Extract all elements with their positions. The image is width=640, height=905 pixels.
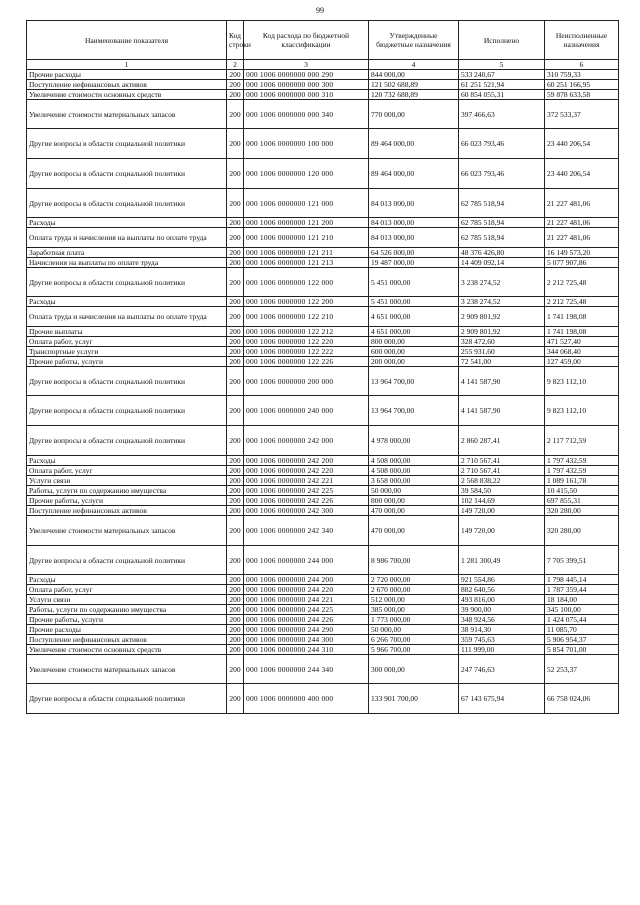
row-code-cell: 200 bbox=[227, 367, 244, 396]
row-code-cell: 200 bbox=[227, 456, 244, 466]
table-row bbox=[27, 248, 619, 258]
row-code-cell: 200 bbox=[227, 129, 244, 159]
row-code-cell: 200 bbox=[227, 218, 244, 228]
row-name-cell: Увеличение стоимости материальных запасов bbox=[27, 100, 227, 129]
row-name-cell: Расходы bbox=[27, 297, 227, 307]
budget-execution-table bbox=[26, 20, 619, 714]
row-unexecuted-cell: 1 741 198,08 bbox=[545, 327, 619, 337]
row-classification-cell: 000 1006 0000000 122 220 bbox=[244, 337, 369, 347]
table-row bbox=[27, 347, 619, 357]
row-code-cell: 200 bbox=[227, 516, 244, 546]
header-unexecuted: Неисполненные назначения bbox=[545, 21, 619, 60]
row-unexecuted-cell: 9 823 112,10 bbox=[545, 396, 619, 426]
row-code-cell: 200 bbox=[227, 357, 244, 367]
row-unexecuted-cell: 59 878 633,58 bbox=[545, 90, 619, 100]
row-executed-cell: 48 376 426,80 bbox=[459, 248, 545, 258]
row-approved-cell: 200 000,00 bbox=[369, 357, 459, 367]
row-name-cell: Увеличение стоимости основных средств bbox=[27, 90, 227, 100]
row-unexecuted-cell: 1 797 432,59 bbox=[545, 466, 619, 476]
page-number: 99 bbox=[316, 6, 324, 15]
row-executed-cell: 66 023 793,46 bbox=[459, 129, 545, 159]
row-classification-cell: 000 1006 0000000 242 200 bbox=[244, 456, 369, 466]
row-code-cell: 200 bbox=[227, 228, 244, 248]
column-number: 4 bbox=[369, 60, 459, 70]
row-approved-cell: 385 000,00 bbox=[369, 605, 459, 615]
row-approved-cell: 844 000,00 bbox=[369, 70, 459, 80]
row-unexecuted-cell: 7 705 399,51 bbox=[545, 546, 619, 575]
row-executed-cell: 255 931,60 bbox=[459, 347, 545, 357]
table-row bbox=[27, 684, 619, 714]
row-unexecuted-cell: 9 823 112,10 bbox=[545, 367, 619, 396]
table-row bbox=[27, 327, 619, 337]
row-unexecuted-cell: 18 184,00 bbox=[545, 595, 619, 605]
row-executed-cell: 111 999,00 bbox=[459, 645, 545, 655]
row-executed-cell: 3 238 274,52 bbox=[459, 268, 545, 297]
row-approved-cell: 64 526 000,00 bbox=[369, 248, 459, 258]
table-row bbox=[27, 496, 619, 506]
row-classification-cell: 000 1006 0000000 000 300 bbox=[244, 80, 369, 90]
row-classification-cell: 000 1006 0000000 122 200 bbox=[244, 297, 369, 307]
table-row bbox=[27, 625, 619, 635]
row-unexecuted-cell: 10 415,50 bbox=[545, 486, 619, 496]
row-code-cell: 200 bbox=[227, 90, 244, 100]
table-row bbox=[27, 268, 619, 297]
row-classification-cell: 000 1006 0000000 400 000 bbox=[244, 684, 369, 714]
row-classification-cell: 000 1006 0000000 122 210 bbox=[244, 307, 369, 327]
row-classification-cell: 000 1006 0000000 244 310 bbox=[244, 645, 369, 655]
row-approved-cell: 50 000,00 bbox=[369, 625, 459, 635]
row-executed-cell: 102 144,69 bbox=[459, 496, 545, 506]
row-classification-cell: 000 1006 0000000 122 212 bbox=[244, 327, 369, 337]
row-name-cell: Начисления на выплаты по оплате труда bbox=[27, 258, 227, 268]
row-executed-cell: 3 238 274,52 bbox=[459, 297, 545, 307]
row-code-cell: 200 bbox=[227, 684, 244, 714]
row-code-cell: 200 bbox=[227, 159, 244, 189]
row-code-cell: 200 bbox=[227, 546, 244, 575]
row-classification-cell: 000 1006 0000000 120 000 bbox=[244, 159, 369, 189]
row-name-cell: Другие вопросы в области социальной политики bbox=[27, 396, 227, 426]
table-row bbox=[27, 337, 619, 347]
row-approved-cell: 5 966 700,00 bbox=[369, 645, 459, 655]
header-indicator-name: Наименование показателя bbox=[27, 21, 227, 60]
row-executed-cell: 2 568 838,22 bbox=[459, 476, 545, 486]
row-name-cell: Прочие расходы bbox=[27, 70, 227, 80]
row-name-cell: Оплата работ, услуг bbox=[27, 466, 227, 476]
row-approved-cell: 13 964 700,00 bbox=[369, 396, 459, 426]
table-body bbox=[27, 70, 619, 714]
row-executed-cell: 60 854 055,31 bbox=[459, 90, 545, 100]
row-unexecuted-cell: 697 855,31 bbox=[545, 496, 619, 506]
row-name-cell: Увеличение стоимости материальных запасов bbox=[27, 516, 227, 546]
row-approved-cell: 84 013 000,00 bbox=[369, 189, 459, 218]
row-approved-cell: 84 013 000,00 bbox=[369, 218, 459, 228]
table-row bbox=[27, 218, 619, 228]
table-row bbox=[27, 645, 619, 655]
column-number: 5 bbox=[459, 60, 545, 70]
row-name-cell: Увеличение стоимости основных средств bbox=[27, 645, 227, 655]
table-row bbox=[27, 595, 619, 605]
row-approved-cell: 4 508 000,00 bbox=[369, 456, 459, 466]
row-unexecuted-cell: 23 440 206,54 bbox=[545, 159, 619, 189]
row-classification-cell: 000 1006 0000000 121 210 bbox=[244, 228, 369, 248]
row-unexecuted-cell: 320 280,00 bbox=[545, 516, 619, 546]
row-code-cell: 200 bbox=[227, 100, 244, 129]
row-unexecuted-cell: 21 227 481,06 bbox=[545, 218, 619, 228]
table-row bbox=[27, 605, 619, 615]
row-classification-cell: 000 1006 0000000 244 225 bbox=[244, 605, 369, 615]
row-unexecuted-cell: 1 798 445,14 bbox=[545, 575, 619, 585]
row-unexecuted-cell: 1 741 198,08 bbox=[545, 307, 619, 327]
row-name-cell: Расходы bbox=[27, 456, 227, 466]
row-unexecuted-cell: 1 424 075,44 bbox=[545, 615, 619, 625]
row-classification-cell: 000 1006 0000000 000 310 bbox=[244, 90, 369, 100]
table-row bbox=[27, 655, 619, 684]
row-classification-cell: 000 1006 0000000 244 340 bbox=[244, 655, 369, 684]
row-code-cell: 200 bbox=[227, 496, 244, 506]
row-approved-cell: 89 464 000,00 bbox=[369, 129, 459, 159]
row-executed-cell: 397 466,63 bbox=[459, 100, 545, 129]
row-name-cell: Прочие работы, услуги bbox=[27, 496, 227, 506]
row-approved-cell: 2 670 000,00 bbox=[369, 585, 459, 595]
header-executed: Исполнено bbox=[459, 21, 545, 60]
row-classification-cell: 000 1006 0000000 100 000 bbox=[244, 129, 369, 159]
row-name-cell: Увеличение стоимости материальных запасов bbox=[27, 655, 227, 684]
row-executed-cell: 1 281 300,49 bbox=[459, 546, 545, 575]
row-name-cell: Другие вопросы в области социальной политики bbox=[27, 159, 227, 189]
row-executed-cell: 348 924,56 bbox=[459, 615, 545, 625]
row-executed-cell: 149 720,00 bbox=[459, 506, 545, 516]
row-name-cell: Другие вопросы в области социальной политики bbox=[27, 426, 227, 456]
row-code-cell: 200 bbox=[227, 297, 244, 307]
row-classification-cell: 000 1006 0000000 244 221 bbox=[244, 595, 369, 605]
table-row bbox=[27, 466, 619, 476]
row-executed-cell: 39 900,00 bbox=[459, 605, 545, 615]
row-classification-cell: 000 1006 0000000 242 300 bbox=[244, 506, 369, 516]
row-name-cell: Услуги связи bbox=[27, 476, 227, 486]
row-name-cell: Другие вопросы в области социальной политики bbox=[27, 546, 227, 575]
row-classification-cell: 000 1006 0000000 242 340 bbox=[244, 516, 369, 546]
row-executed-cell: 149 720,00 bbox=[459, 516, 545, 546]
row-name-cell: Другие вопросы в области социальной политики bbox=[27, 129, 227, 159]
row-executed-cell: 921 554,86 bbox=[459, 575, 545, 585]
row-approved-cell: 800 000,00 bbox=[369, 496, 459, 506]
row-executed-cell: 67 143 675,94 bbox=[459, 684, 545, 714]
row-approved-cell: 2 720 000,00 bbox=[369, 575, 459, 585]
row-classification-cell: 000 1006 0000000 242 225 bbox=[244, 486, 369, 496]
row-name-cell: Поступление нефинансовых активов bbox=[27, 80, 227, 90]
row-approved-cell: 770 000,00 bbox=[369, 100, 459, 129]
row-executed-cell: 72 541,00 bbox=[459, 357, 545, 367]
row-executed-cell: 14 409 092,14 bbox=[459, 258, 545, 268]
table-row bbox=[27, 307, 619, 327]
row-executed-cell: 247 746,63 bbox=[459, 655, 545, 684]
header-approved: Утвержденные бюджетные назначения bbox=[369, 21, 459, 60]
row-executed-cell: 533 240,67 bbox=[459, 70, 545, 80]
row-code-cell: 200 bbox=[227, 486, 244, 496]
row-name-cell: Поступление нефинансовых активов bbox=[27, 506, 227, 516]
row-classification-cell: 000 1006 0000000 122 222 bbox=[244, 347, 369, 357]
row-code-cell: 200 bbox=[227, 337, 244, 347]
row-code-cell: 200 bbox=[227, 307, 244, 327]
row-executed-cell: 882 640,56 bbox=[459, 585, 545, 595]
row-code-cell: 200 bbox=[227, 575, 244, 585]
row-unexecuted-cell: 1 787 359,44 bbox=[545, 585, 619, 595]
row-approved-cell: 470 000,00 bbox=[369, 516, 459, 546]
row-executed-cell: 62 785 518,94 bbox=[459, 189, 545, 218]
row-name-cell: Прочие работы, услуги bbox=[27, 615, 227, 625]
row-name-cell: Прочие выплаты bbox=[27, 327, 227, 337]
row-classification-cell: 000 1006 0000000 244 226 bbox=[244, 615, 369, 625]
row-executed-cell: 39 584,50 bbox=[459, 486, 545, 496]
row-code-cell: 200 bbox=[227, 347, 244, 357]
row-unexecuted-cell: 52 253,37 bbox=[545, 655, 619, 684]
table-row bbox=[27, 90, 619, 100]
table-row bbox=[27, 506, 619, 516]
row-name-cell: Оплата работ, услуг bbox=[27, 337, 227, 347]
row-executed-cell: 328 472,60 bbox=[459, 337, 545, 347]
row-code-cell: 200 bbox=[227, 327, 244, 337]
row-classification-cell: 000 1006 0000000 242 000 bbox=[244, 426, 369, 456]
row-unexecuted-cell: 372 533,37 bbox=[545, 100, 619, 129]
table-row bbox=[27, 228, 619, 248]
row-approved-cell: 512 000,00 bbox=[369, 595, 459, 605]
row-executed-cell: 4 141 587,90 bbox=[459, 396, 545, 426]
row-code-cell: 200 bbox=[227, 268, 244, 297]
row-code-cell: 200 bbox=[227, 189, 244, 218]
header-line-code: Код строки bbox=[227, 21, 244, 60]
row-approved-cell: 4 508 000,00 bbox=[369, 466, 459, 476]
row-code-cell: 200 bbox=[227, 258, 244, 268]
table-row bbox=[27, 297, 619, 307]
row-unexecuted-cell: 5 906 954,37 bbox=[545, 635, 619, 645]
row-name-cell: Работы, услуги по содержанию имущества bbox=[27, 605, 227, 615]
row-executed-cell: 62 785 518,94 bbox=[459, 218, 545, 228]
row-name-cell: Оплата работ, услуг bbox=[27, 585, 227, 595]
row-approved-cell: 600 000,00 bbox=[369, 347, 459, 357]
row-unexecuted-cell: 21 227 481,06 bbox=[545, 228, 619, 248]
row-executed-cell: 2 860 287,41 bbox=[459, 426, 545, 456]
row-name-cell: Прочие расходы bbox=[27, 625, 227, 635]
row-name-cell: Другие вопросы в области социальной политики bbox=[27, 684, 227, 714]
row-unexecuted-cell: 2 212 725,48 bbox=[545, 268, 619, 297]
row-executed-cell: 2 909 801,92 bbox=[459, 327, 545, 337]
row-approved-cell: 4 651 000,00 bbox=[369, 307, 459, 327]
row-classification-cell: 000 1006 0000000 121 200 bbox=[244, 218, 369, 228]
row-executed-cell: 4 141 587,90 bbox=[459, 367, 545, 396]
table-header-row bbox=[27, 21, 619, 60]
row-unexecuted-cell: 320 280,00 bbox=[545, 506, 619, 516]
row-code-cell: 200 bbox=[227, 625, 244, 635]
table-row bbox=[27, 70, 619, 80]
row-classification-cell: 000 1006 0000000 242 226 bbox=[244, 496, 369, 506]
row-classification-cell: 000 1006 0000000 242 221 bbox=[244, 476, 369, 486]
row-executed-cell: 61 251 521,94 bbox=[459, 80, 545, 90]
row-code-cell: 200 bbox=[227, 635, 244, 645]
row-code-cell: 200 bbox=[227, 615, 244, 625]
row-approved-cell: 133 901 700,00 bbox=[369, 684, 459, 714]
row-unexecuted-cell: 345 100,00 bbox=[545, 605, 619, 615]
row-code-cell: 200 bbox=[227, 605, 244, 615]
table-row bbox=[27, 426, 619, 456]
column-number: 3 bbox=[244, 60, 369, 70]
table-row bbox=[27, 585, 619, 595]
row-classification-cell: 000 1006 0000000 240 000 bbox=[244, 396, 369, 426]
row-name-cell: Оплата труда и начисления на выплаты по оплате труда bbox=[27, 228, 227, 248]
row-code-cell: 200 bbox=[227, 655, 244, 684]
row-executed-cell: 62 785 518,94 bbox=[459, 228, 545, 248]
row-classification-cell: 000 1006 0000000 244 000 bbox=[244, 546, 369, 575]
row-name-cell: Поступление нефинансовых активов bbox=[27, 635, 227, 645]
table-row bbox=[27, 635, 619, 645]
row-approved-cell: 50 000,00 bbox=[369, 486, 459, 496]
column-number: 1 bbox=[27, 60, 227, 70]
row-unexecuted-cell: 60 251 166,95 bbox=[545, 80, 619, 90]
row-executed-cell: 2 909 801,92 bbox=[459, 307, 545, 327]
table-row bbox=[27, 615, 619, 625]
row-code-cell: 200 bbox=[227, 426, 244, 456]
row-code-cell: 200 bbox=[227, 396, 244, 426]
header-classification-code: Код расхода по бюджетной классификации bbox=[244, 21, 369, 60]
row-code-cell: 200 bbox=[227, 595, 244, 605]
row-approved-cell: 4 651 000,00 bbox=[369, 327, 459, 337]
row-classification-cell: 000 1006 0000000 244 200 bbox=[244, 575, 369, 585]
row-unexecuted-cell: 344 068,40 bbox=[545, 347, 619, 357]
row-approved-cell: 6 266 700,00 bbox=[369, 635, 459, 645]
row-classification-cell: 000 1006 0000000 244 290 bbox=[244, 625, 369, 635]
row-classification-cell: 000 1006 0000000 244 220 bbox=[244, 585, 369, 595]
row-name-cell: Заработная плата bbox=[27, 248, 227, 258]
row-code-cell: 200 bbox=[227, 645, 244, 655]
row-approved-cell: 89 464 000,00 bbox=[369, 159, 459, 189]
row-code-cell: 200 bbox=[227, 506, 244, 516]
row-approved-cell: 4 978 000,00 bbox=[369, 426, 459, 456]
row-name-cell: Работы, услуги по содержанию имущества bbox=[27, 486, 227, 496]
row-code-cell: 200 bbox=[227, 80, 244, 90]
row-classification-cell: 000 1006 0000000 244 300 bbox=[244, 635, 369, 645]
table-row bbox=[27, 516, 619, 546]
table-row bbox=[27, 189, 619, 218]
row-unexecuted-cell: 5 077 907,86 bbox=[545, 258, 619, 268]
row-unexecuted-cell: 2 212 725,48 bbox=[545, 297, 619, 307]
table-column-number-row bbox=[27, 60, 619, 70]
row-approved-cell: 5 451 000,00 bbox=[369, 268, 459, 297]
row-unexecuted-cell: 471 527,40 bbox=[545, 337, 619, 347]
row-approved-cell: 13 964 700,00 bbox=[369, 367, 459, 396]
row-name-cell: Услуги связи bbox=[27, 595, 227, 605]
row-classification-cell: 000 1006 0000000 000 340 bbox=[244, 100, 369, 129]
row-classification-cell: 000 1006 0000000 200 000 bbox=[244, 367, 369, 396]
row-executed-cell: 2 710 567,41 bbox=[459, 456, 545, 466]
row-approved-cell: 84 013 000,00 bbox=[369, 228, 459, 248]
row-name-cell: Оплата труда и начисления на выплаты по оплате труда bbox=[27, 307, 227, 327]
table-row bbox=[27, 357, 619, 367]
row-unexecuted-cell: 66 758 024,06 bbox=[545, 684, 619, 714]
row-code-cell: 200 bbox=[227, 466, 244, 476]
row-unexecuted-cell: 310 759,33 bbox=[545, 70, 619, 80]
column-number: 2 bbox=[227, 60, 244, 70]
row-classification-cell: 000 1006 0000000 122 000 bbox=[244, 268, 369, 297]
row-executed-cell: 493 816,00 bbox=[459, 595, 545, 605]
row-unexecuted-cell: 23 440 206,54 bbox=[545, 129, 619, 159]
row-classification-cell: 000 1006 0000000 121 211 bbox=[244, 248, 369, 258]
row-unexecuted-cell: 5 854 701,00 bbox=[545, 645, 619, 655]
row-approved-cell: 5 451 000,00 bbox=[369, 297, 459, 307]
table-row bbox=[27, 258, 619, 268]
row-approved-cell: 300 000,00 bbox=[369, 655, 459, 684]
row-code-cell: 200 bbox=[227, 476, 244, 486]
row-code-cell: 200 bbox=[227, 248, 244, 258]
row-approved-cell: 470 000,00 bbox=[369, 506, 459, 516]
table-row bbox=[27, 546, 619, 575]
row-approved-cell: 8 986 700,00 bbox=[369, 546, 459, 575]
row-name-cell: Другие вопросы в области социальной политики bbox=[27, 189, 227, 218]
row-name-cell: Транспортные услуги bbox=[27, 347, 227, 357]
row-executed-cell: 2 710 567,41 bbox=[459, 466, 545, 476]
row-name-cell: Прочие работы, услуги bbox=[27, 357, 227, 367]
table-row bbox=[27, 486, 619, 496]
row-approved-cell: 800 000,00 bbox=[369, 337, 459, 347]
row-classification-cell: 000 1006 0000000 000 290 bbox=[244, 70, 369, 80]
row-approved-cell: 120 732 688,89 bbox=[369, 90, 459, 100]
row-code-cell: 200 bbox=[227, 70, 244, 80]
row-code-cell: 200 bbox=[227, 585, 244, 595]
table-row bbox=[27, 575, 619, 585]
row-classification-cell: 000 1006 0000000 121 213 bbox=[244, 258, 369, 268]
row-executed-cell: 66 023 793,46 bbox=[459, 159, 545, 189]
row-unexecuted-cell: 127 459,00 bbox=[545, 357, 619, 367]
row-approved-cell: 121 502 688,89 bbox=[369, 80, 459, 90]
column-number: 6 bbox=[545, 60, 619, 70]
row-unexecuted-cell: 21 227 481,06 bbox=[545, 189, 619, 218]
table-row bbox=[27, 129, 619, 159]
row-classification-cell: 000 1006 0000000 242 220 bbox=[244, 466, 369, 476]
table-row bbox=[27, 476, 619, 486]
table-row bbox=[27, 80, 619, 90]
row-classification-cell: 000 1006 0000000 122 226 bbox=[244, 357, 369, 367]
row-name-cell: Другие вопросы в области социальной политики bbox=[27, 268, 227, 297]
row-name-cell: Другие вопросы в области социальной политики bbox=[27, 367, 227, 396]
row-approved-cell: 3 658 000,00 bbox=[369, 476, 459, 486]
row-approved-cell: 19 487 000,00 bbox=[369, 258, 459, 268]
row-unexecuted-cell: 1 797 432,59 bbox=[545, 456, 619, 466]
row-name-cell: Расходы bbox=[27, 218, 227, 228]
row-executed-cell: 38 914,30 bbox=[459, 625, 545, 635]
table-row bbox=[27, 456, 619, 466]
row-unexecuted-cell: 1 089 161,78 bbox=[545, 476, 619, 486]
row-name-cell: Расходы bbox=[27, 575, 227, 585]
table-row bbox=[27, 100, 619, 129]
row-approved-cell: 1 773 000,00 bbox=[369, 615, 459, 625]
row-unexecuted-cell: 11 085,70 bbox=[545, 625, 619, 635]
table-row bbox=[27, 396, 619, 426]
row-unexecuted-cell: 2 117 712,59 bbox=[545, 426, 619, 456]
table-row bbox=[27, 367, 619, 396]
row-classification-cell: 000 1006 0000000 121 000 bbox=[244, 189, 369, 218]
table-row bbox=[27, 159, 619, 189]
row-executed-cell: 359 745,63 bbox=[459, 635, 545, 645]
row-unexecuted-cell: 16 149 573,20 bbox=[545, 248, 619, 258]
